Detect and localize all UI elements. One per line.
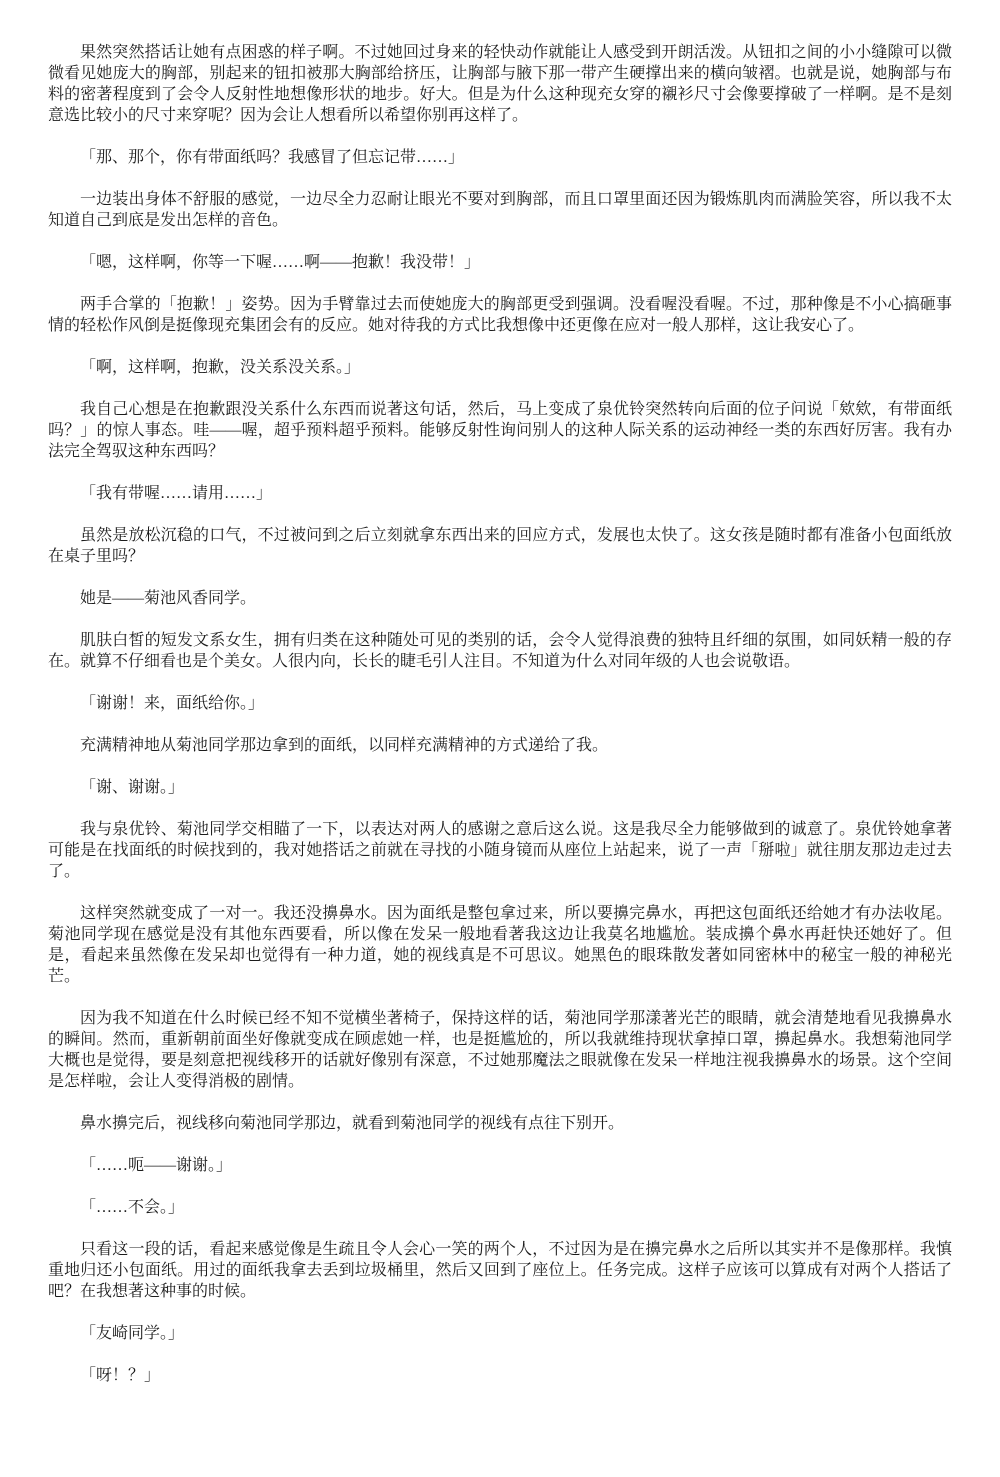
paragraph-4: 「嗯，这样啊，你等一下喔……啊——抱歉！我没带！」: [80, 254, 481, 271]
paragraph-20: 「……不会。」: [80, 1199, 185, 1216]
paragraph-19: 「……呃——谢谢。」: [80, 1157, 233, 1174]
paragraph-7: 我自己心想是在抱歉跟没关系什么东西而说著这句话，然后，马上变成了泉优铃突然转向后面的位子问说「欸欸，有带面纸吗？」的惊人事态。哇——喔，超乎预料超乎预料。能够反射性询问别人的这种人际关系的运动神经一类的东西好厉害。我有办法完全驾驭这种东西吗？: [48, 401, 952, 460]
paragraph-2: 「那、那个，你有带面纸吗？我感冒了但忘记带……」: [80, 149, 465, 166]
paragraph-16: 这样突然就变成了一对一。我还没擤鼻水。因为面纸是整包拿过来，所以要擤完鼻水，再把这包面纸还给她才有办法收尾。菊池同学现在感觉是没有其他东西要看，所以像在发呆一般地看著我这边让我莫名地尴尬。装成擤个鼻水再赶快还她好了。但是，看起来虽然像在发呆却也觉得有一种力道，她的视线真是不可思议。她黑色的眼珠散发著如同密林中的秘宝一般的神秘光芒。: [48, 905, 952, 985]
paragraph-14: 「谢、谢谢。」: [80, 779, 185, 796]
paragraph-15: 我与泉优铃、菊池同学交相瞄了一下，以表达对两人的感谢之意后这么说。这是我尽全力能够做到的诚意了。泉优铃她拿著可能是在找面纸的时候找到的，我对她搭话之前就在寻找的小随身镜而从座位上站起来，说了一声「掰啦」就往朋友那边走过去了。: [48, 821, 952, 880]
paragraph-1: 果然突然搭话让她有点困惑的样子啊。不过她回过身来的轻快动作就能让人感受到开朗活泼。从钮扣之间的小小缝隙可以微微看见她庞大的胸部，别起来的钮扣被那大胸部给挤压，让胸部与腋下那一带产生硬撑出来的横向皱褶。也就是说，她胸部与布料的密著程度到了会令人反射性地想像形状的地步。好大。但是为什么这种现充女穿的襯衫尺寸会像要撑破了一样啊。是不是刻意选比较小的尺寸来穿呢？因为会让人想看所以希望你别再这样了。: [48, 44, 952, 124]
novel-text: [48, 42, 952, 1386]
paragraph-6: 「啊，这样啊，抱歉，没关系没关系。」: [80, 359, 361, 376]
paragraph-23: 「呀！？」: [80, 1367, 161, 1384]
paragraph-8: 「我有带喔……请用……」: [80, 485, 273, 502]
paragraph-21: 只看这一段的话，看起来感觉像是生疏且令人会心一笑的两个人，不过因为是在擤完鼻水之后所以其实并不是像那样。我慎重地归还小包面纸。用过的面纸我拿去丢到垃圾桶里，然后又回到了座位上。任务完成。这样子应该可以算成有对两个人搭话了吧？在我想著这种事的时候。: [48, 1241, 952, 1300]
paragraph-18: 鼻水擤完后，视线移向菊池同学那边，就看到菊池同学的视线有点往下别开。: [80, 1115, 625, 1132]
paragraph-9: 虽然是放松沉稳的口气，不过被问到之后立刻就拿东西出来的回应方式，发展也太快了。这女孩是随时都有准备小包面纸放在桌子里吗？: [48, 527, 952, 565]
paragraph-17: 因为我不知道在什么时候已经不知不觉横坐著椅子，保持这样的话，菊池同学那漾著光芒的眼睛，就会清楚地看见我擤鼻水的瞬间。然而，重新朝前面坐好像就变成在顾虑她一样，也是挺尴尬的，所以我就维持现状拿掉口罩，擤起鼻水。我想菊池同学大概也是觉得，要是刻意把视线移开的话就好像别有深意，不过她那魔法之眼就像在发呆一样地注视我擤鼻水的场景。这个空间是怎样啦，会让人变得消极的剧情。: [48, 1010, 952, 1090]
paragraph-5: 两手合掌的「抱歉！」姿势。因为手臂靠过去而使她庞大的胸部更受到强调。没看喔没看喔。不过，那种像是不小心搞砸事情的轻松作风倒是挺像现充集团会有的反应。她对待我的方式比我想像中还更像在应对一般人那样，这让我安心了。: [48, 296, 952, 334]
paragraph-3: 一边装出身体不舒服的感觉，一边尽全力忍耐让眼光不要对到胸部，而且口罩里面还因为锻炼肌肉而满脸笑容，所以我不太知道自己到底是发出怎样的音色。: [48, 191, 952, 229]
paragraph-10: 她是——菊池风香同学。: [80, 590, 257, 607]
paragraph-12: 「谢谢！来，面纸给你。」: [80, 695, 265, 712]
paragraph-22: 「友崎同学。」: [80, 1325, 185, 1342]
paragraph-11: 肌肤白皙的短发文系女生，拥有归类在这种随处可见的类别的话，会令人觉得浪费的独特且纤细的氛围，如同妖精一般的存在。就算不仔细看也是个美女。人很内向，长长的睫毛引人注目。不知道为什么对同年级的人也会说敬语。: [48, 632, 952, 670]
paragraph-13: 充满精神地从菊池同学那边拿到的面纸，以同样充满精神的方式递给了我。: [80, 737, 609, 754]
